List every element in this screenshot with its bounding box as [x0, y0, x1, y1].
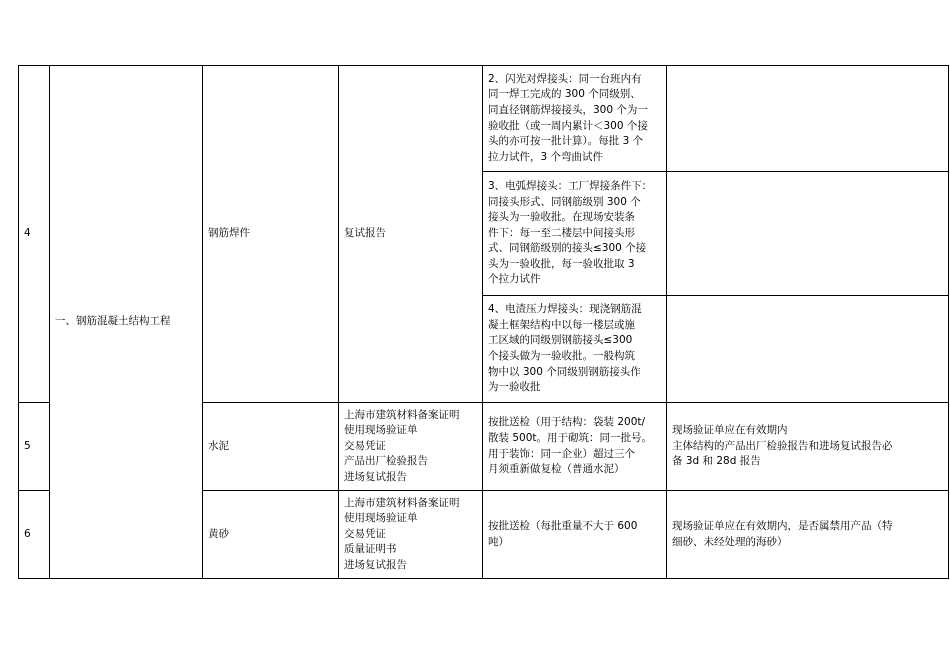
text-line: 同接头形式、同钢筋级别 300 个	[488, 195, 641, 208]
text-line: 接头为一验收批。在现场安装条	[488, 211, 635, 224]
document-item: 进场复试报告	[344, 558, 407, 571]
document-item: 产品出厂检验报告	[344, 455, 428, 468]
remarks-cell	[667, 403, 949, 491]
batch-rule-cell	[483, 66, 667, 172]
document-item: 进场复试报告	[344, 470, 407, 483]
text-line: 拉力试件，3 个弯曲试件	[488, 150, 604, 163]
text-line: 备 3d 和 28d 报告	[672, 455, 761, 468]
document-item: 上海市建筑材料备案证明	[344, 408, 460, 421]
text-line: 同一焊工完成的 300 个同级别、	[488, 88, 641, 101]
material-name: 水泥	[203, 403, 339, 491]
text-line: 4、电渣压力焊接头：现浇钢筋混	[488, 303, 642, 316]
remarks-cell	[667, 66, 949, 172]
text-line: 主体结构的产品出厂检验报告和进场复试报告必	[672, 439, 893, 452]
text-line: 个拉力试件	[488, 273, 541, 286]
document-item: 上海市建筑材料备案证明	[344, 496, 460, 509]
material-name: 黄砂	[203, 491, 339, 579]
row-number: 4	[19, 66, 50, 403]
text-line: 细砂、未经处理的海砂）	[672, 535, 788, 548]
text-line: 个接头做为一验收批。一般构筑	[488, 350, 635, 362]
text-line: 头为一验收批，每一验收批取 3	[488, 257, 635, 270]
documents-cell	[339, 403, 483, 491]
text-line: 为一验收批	[488, 381, 541, 394]
document-item: 复试报告	[344, 227, 386, 240]
text-line: 同直径钢筋焊接接头，300 个为一	[488, 103, 648, 116]
text-line: 物中以 300 个同级别钢筋接头作	[488, 365, 641, 378]
remarks-cell	[667, 296, 949, 403]
text-line: 吨）	[488, 535, 509, 548]
text-line: 2、闪光对焊接头：同一台班内有	[488, 72, 642, 85]
text-line: 按批送检（用于结构：袋装 200t/	[488, 416, 646, 429]
text-line: 月须重新做复检（普通水泥）	[488, 463, 625, 476]
text-line: 工区域的同级别钢筋接头≤300	[488, 334, 633, 347]
remarks-cell	[667, 172, 949, 296]
text-line: 验收批（或一周内累计＜300 个接	[488, 119, 648, 132]
text-line: 头的亦可按一批计算）。每批 3 个	[488, 135, 644, 148]
documents-cell	[339, 491, 483, 579]
document-item: 质量证明书	[344, 543, 397, 556]
document-item: 使用现场验证单	[344, 512, 418, 525]
material-name: 钢筋焊件	[203, 66, 339, 403]
text-line: 用于装饰：同一企业）超过三个	[488, 447, 635, 460]
text-line: 3、电弧焊接头：工厂焊接条件下：	[488, 179, 653, 192]
document-item: 使用现场验证单	[344, 424, 418, 437]
text-line: 件下：每一至二楼层中间接头形	[488, 226, 635, 239]
text-line: 现场验证单应在有效期内，是否属禁用产品（特	[672, 519, 893, 532]
batch-rule-cell	[483, 403, 667, 491]
section-name: 一、钢筋混凝土结构工程	[50, 66, 203, 579]
text-line: 现场验证单应在有效期内	[672, 424, 788, 437]
text-line: 式、同钢筋级别的接头≤300 个接	[488, 242, 647, 255]
document-item: 交易凭证	[344, 527, 386, 540]
documents-cell	[339, 66, 483, 403]
document-item: 交易凭证	[344, 439, 386, 452]
remarks-cell	[667, 491, 949, 579]
table-row	[19, 66, 949, 172]
batch-rule-cell	[483, 491, 667, 579]
row-number: 5	[19, 403, 50, 491]
text-line: 按批送检（每批重量不大于 600	[488, 519, 638, 532]
text-line: 凝土框架结构中以每一楼层或施	[488, 318, 635, 331]
batch-rule-cell	[483, 172, 667, 296]
batch-rule-cell	[483, 296, 667, 403]
row-number: 6	[19, 491, 50, 579]
inspection-table	[18, 65, 949, 579]
text-line: 散装 500t。用于砌筑：同一批号。	[488, 431, 652, 444]
